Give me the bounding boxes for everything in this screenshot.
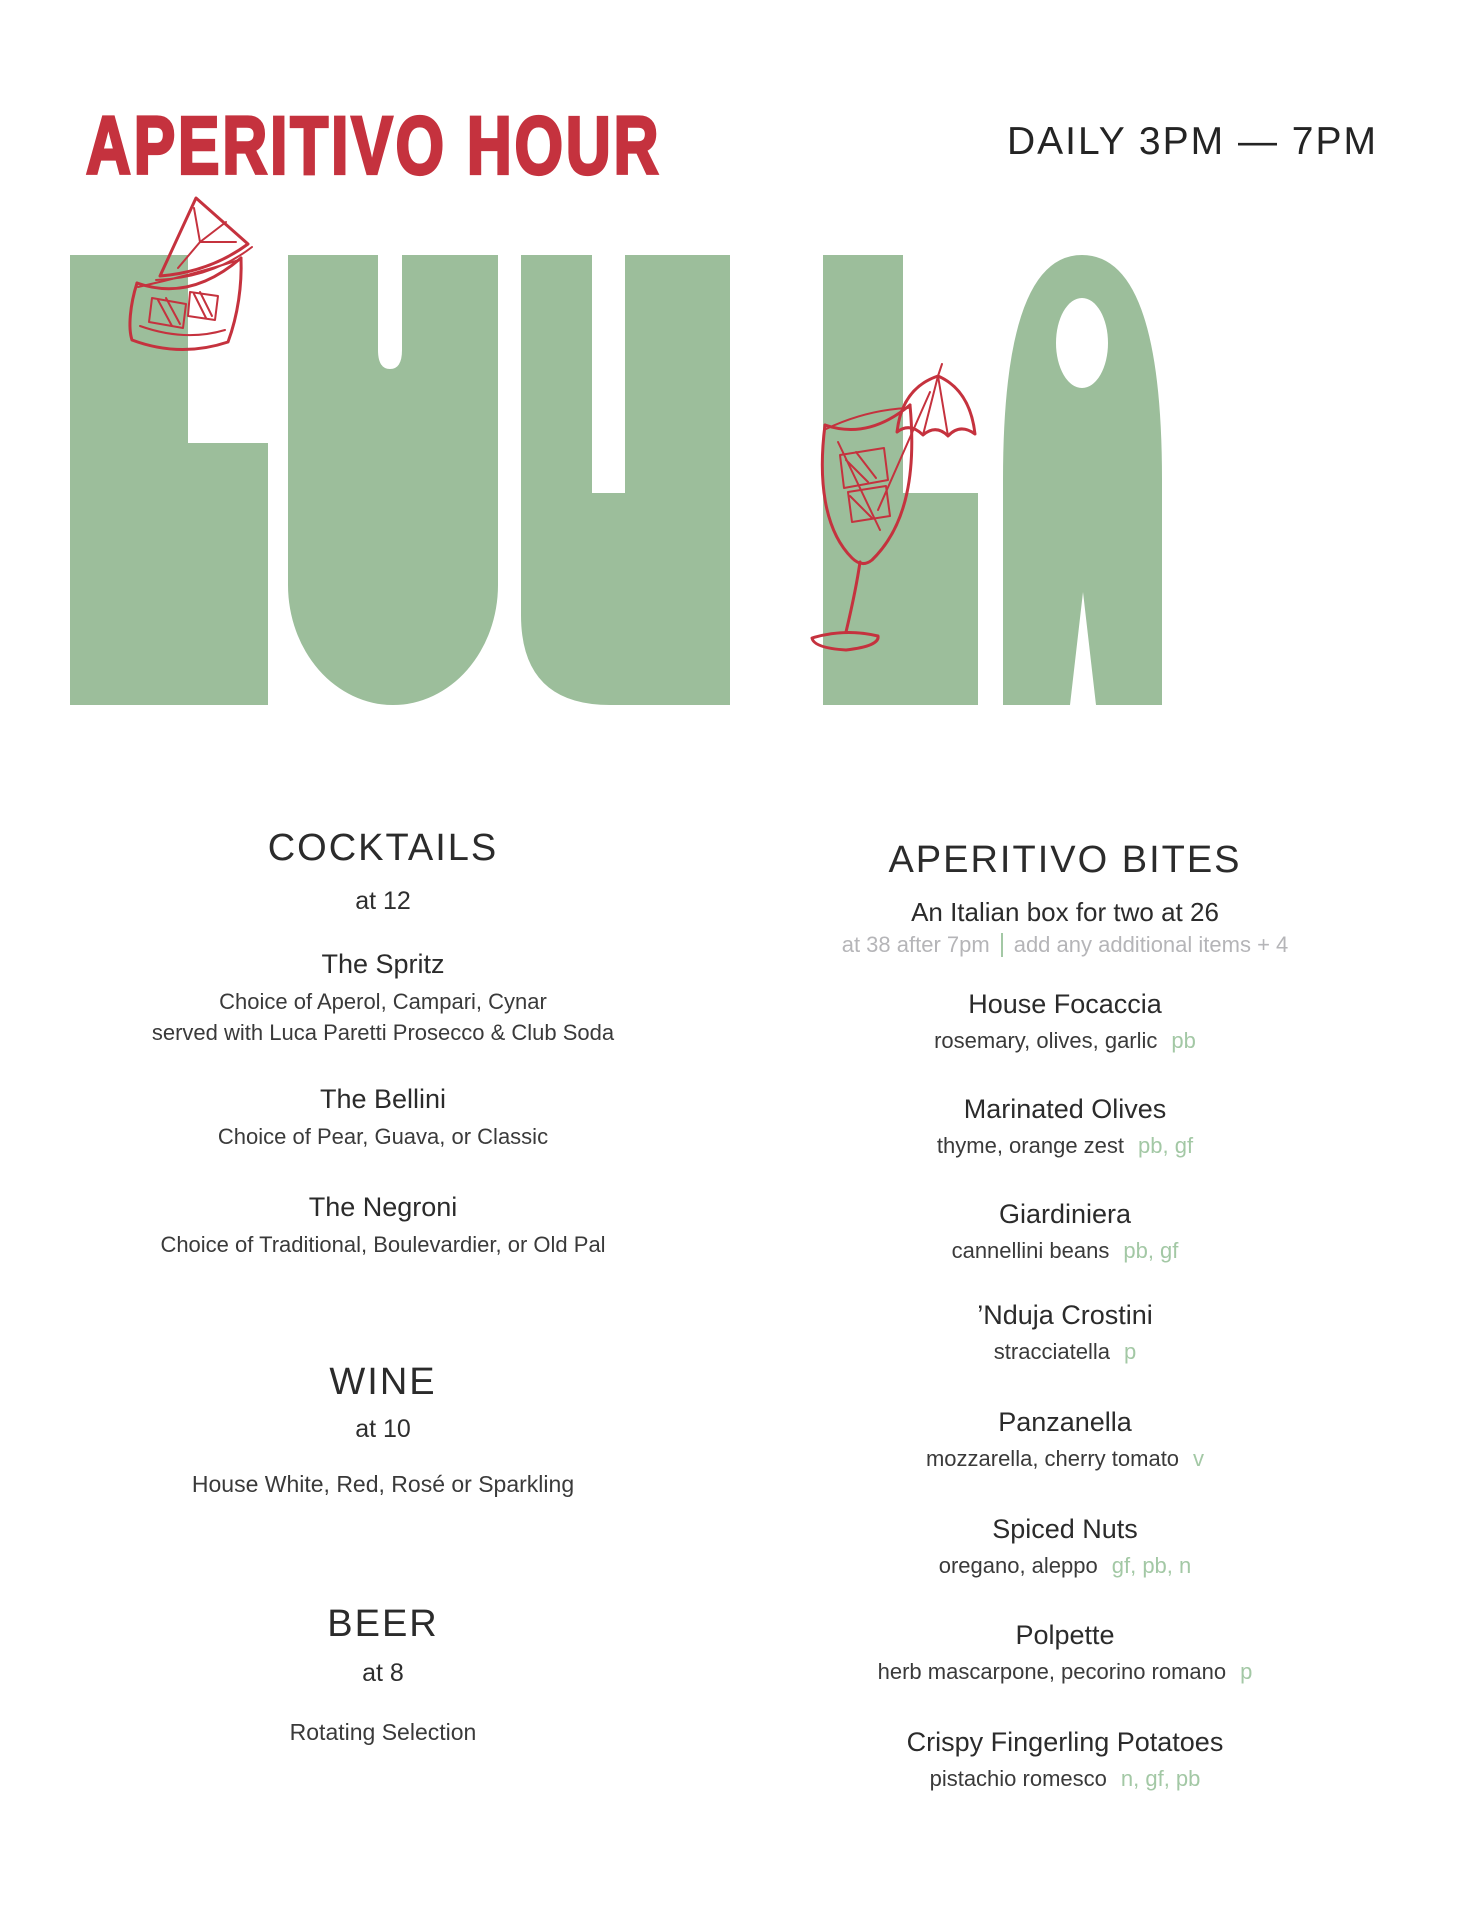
dietary-tags: gf, pb, n	[1111, 1553, 1192, 1578]
service-hours: DAILY 3PM — 7PM	[1006, 120, 1378, 163]
beer-desc: Rotating Selection	[289, 1719, 477, 1745]
dietary-tags: p	[1240, 1659, 1253, 1684]
item-desc: rosemary, olives, garlic pb	[934, 1028, 1196, 1053]
wine-desc: House White, Red, Rosé or Sparkling	[191, 1471, 575, 1497]
dietary-tags: pb	[1171, 1028, 1196, 1053]
wine-price: at 10	[355, 1415, 411, 1443]
menu-item-house-focaccia	[785, 986, 1345, 1056]
item-name: The Bellini	[319, 1084, 447, 1114]
cocktails-price: at 12	[355, 887, 411, 915]
item-name: The Negroni	[308, 1192, 458, 1222]
menu-item-spritz	[103, 946, 663, 1048]
item-desc: pistachio romesco n, gf, pb	[929, 1766, 1201, 1791]
bites-note	[785, 930, 1345, 960]
menu-item-nduja-crostini	[785, 1297, 1345, 1367]
item-desc: oregano, aleppo gf, pb, n	[938, 1553, 1192, 1578]
item-desc: Choice of Traditional, Boulevardier, or Old Pal	[160, 1232, 606, 1257]
bites-subtitle: An Italian box for two at 26	[911, 897, 1219, 927]
brand-title: APERITIVO HOUR	[86, 99, 662, 192]
item-desc: mozzarella, cherry tomato v	[925, 1446, 1205, 1471]
section-title-wine: WINE	[329, 1361, 437, 1403]
item-desc: Choice of Aperol, Campari, Cynar	[219, 989, 547, 1014]
drinks-column	[103, 0, 663, 1920]
menu-item-polpette	[785, 1617, 1345, 1687]
menu-item-bellini	[103, 1081, 663, 1152]
section-title-beer: BEER	[327, 1603, 439, 1645]
beer-price: at 8	[362, 1659, 404, 1687]
item-desc: thyme, orange zest pb, gf	[936, 1133, 1194, 1158]
dietary-tags: n, gf, pb	[1120, 1766, 1201, 1791]
item-name: Crispy Fingerling Potatoes	[906, 1727, 1224, 1757]
dietary-tags: pb, gf	[1138, 1133, 1194, 1158]
dietary-tags: p	[1123, 1339, 1137, 1364]
item-name: Marinated Olives	[963, 1094, 1167, 1124]
section-title-cocktails: COCKTAILS	[267, 827, 499, 869]
menu-item-panzanella	[785, 1404, 1345, 1474]
item-name: Polpette	[1015, 1620, 1115, 1650]
menu-item-spiced-nuts	[785, 1511, 1345, 1581]
item-name: ’Nduja Crostini	[977, 1300, 1153, 1330]
menu-item-giardiniera	[785, 1196, 1345, 1266]
note-divider	[1001, 933, 1003, 957]
item-name: Spiced Nuts	[992, 1514, 1138, 1544]
item-desc: cannellini beans pb, gf	[951, 1238, 1179, 1263]
section-title-aperitivo-bites: APERITIVO BITES	[888, 839, 1242, 881]
item-name: House Focaccia	[968, 989, 1162, 1019]
item-name: Giardiniera	[998, 1199, 1132, 1229]
item-name: The Spritz	[321, 949, 445, 979]
item-desc: stracciatella p	[993, 1339, 1137, 1364]
dietary-tags: v	[1193, 1446, 1205, 1471]
item-desc: Choice of Pear, Guava, or Classic	[217, 1124, 549, 1149]
menu-item-marinated-olives	[785, 1091, 1345, 1161]
bites-note-right: add any additional items + 4	[1013, 932, 1289, 957]
bites-column	[785, 0, 1345, 1920]
menu-item-crispy-fingerling-potatoes	[785, 1724, 1345, 1794]
item-name: Panzanella	[998, 1407, 1132, 1437]
dietary-tags: pb, gf	[1123, 1238, 1179, 1263]
item-desc: served with Luca Paretti Prosecco & Club Soda	[151, 1020, 615, 1045]
item-desc: herb mascarpone, pecorino romano p	[877, 1659, 1253, 1684]
bites-note-left: at 38 after 7pm	[841, 932, 990, 957]
menu-item-negroni	[103, 1189, 663, 1260]
